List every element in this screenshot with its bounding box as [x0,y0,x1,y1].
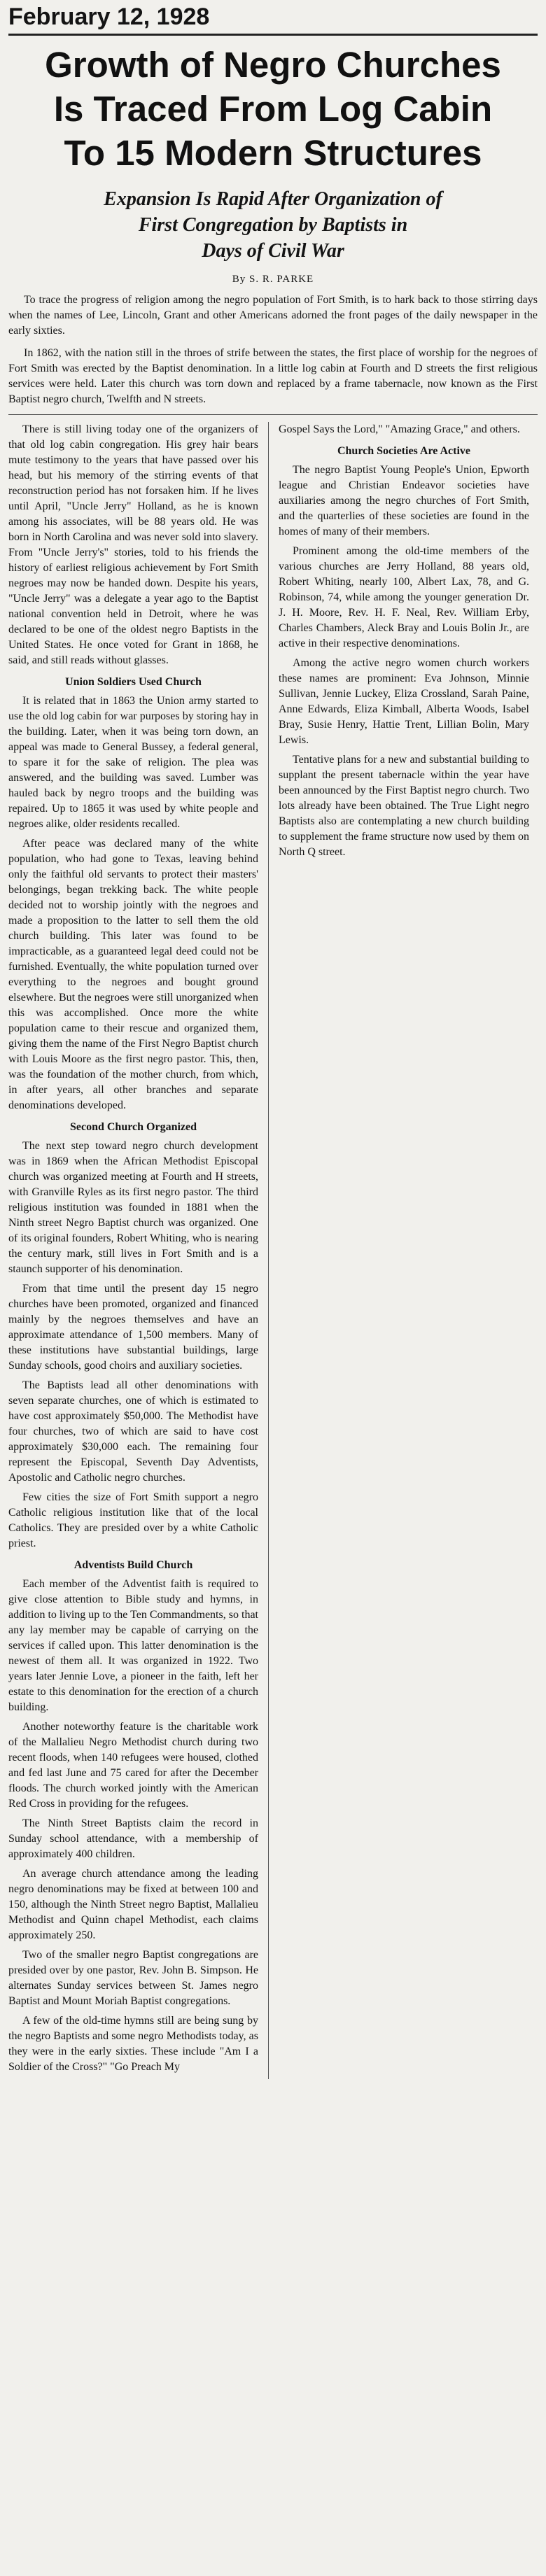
paragraph: The Ninth Street Baptists claim the record in Sunday school attendance, with a membership of approximately 400 children. [8,1817,258,1860]
right-column [269,422,529,2079]
paragraph: Tentative plans for a new and substantial building to supplant the present tabernacle within the year have been announced by the First Baptist negro church. Two lots already have been obtained. The True Light negro Baptists also are contemplating a new church building to supplement the frame structure now used by them on North Q street. [279,754,529,858]
lead-paragraph-1: To trace the progress of religion among the negro population of Fort Smith, is to hark back to those stirring days when the names of Lee, Lincoln, Grant and other Americans adorned the front pages of the daily newspaper in the early sixties. [8,294,538,337]
headline-line-1: Growth of Negro Churches [45,45,501,85]
deck-line-3: Days of Civil War [202,240,344,262]
paragraph: An average church attendance among the leading negro denominations may be fixed at between 100 and 150, although the Ninth Street negro Baptist, Mallalieu Methodist and Quinn chapel Methodist, each claims approximately 250. [8,1868,258,1941]
headline-line-2: Is Traced From Log Cabin [53,89,493,129]
dateline: February 12, 1928 [8,0,538,36]
headline-line-3: To 15 Modern Structures [64,133,482,173]
paragraph: Another noteworthy feature is the charitable work of the Mallalieu Negro Methodist church during two recent floods, when 140 refugees were housed, clothed and fed last June and 75 cared for after the December floods. The church worked jointly with the American Red Cross in providing for the refugees. [8,1721,258,1810]
paragraph: The Baptists lead all other denominations with seven separate churches, one of which is estimated to have cost approximately $50,000. The Methodist have four churches, two of which are said to have cost approximately $30,000 each. The remaining four represent the Episcopal, Seventh Day Adventists, Apostolic and Catholic negro churches. [8,1379,258,1484]
paragraph: After peace was declared many of the white population, who had gone to Texas, leaving behind only the faithful old servants to protect their masters' belongings, began trekking back. The white people decided not to worship jointly with the negroes and made a proposition to the latter to sell them the old church building. This later was found to be impracticable, as a guaranteed legal deed could not be furnished. Eventually, the white population turned over everything to the negroes and bought ground elsewhere. But the negroes were still unorganized when this was accomplished. Once more the white population came to their rescue and organized them, giving them the name of the First Negro Baptist church with Louis Moore as the first negro pastor. This, then, was the foundation of the mother church, from which, in after years, all other branches and separate denominations developed. [8,838,258,1111]
paragraph: There is still living today one of the organizers of that old log cabin congregation. His grey hair bears mute testimony to the years that have passed over his head, but his memory of the stirring events of that reconstruction period has not forsaken him. If he lives until April, "Uncle Jerry" Holland, as he is known among his associates, will be 88 years old. He was born in North Carolina and was never sold into slavery. From "Uncle Jerry's" stories, told to his friends the history of earliest religious achievement by Fort Smith negroes may now be handed down. Despite his years, "Uncle Jerry" was a delegate a year ago to the Baptist national convention held in Detroit, where he was declared to be one of the oldest negro Baptists in the United States. He once voted for Grant in 1868, he said, and still reads without glasses. [8,423,258,666]
paragraph: Among the active negro women church workers these names are prominent: Eva Johnson, Minnie Sullivan, Jennie Luckey, Eliza Crossland, Sarah Paine, Anne Edwards, Eliza Kimball, Alberta Woods, Isabel Bray, Susie Henry, Hattie Trent, Lillian Bolin, Mary Lewis. [279,657,529,746]
headline [8,43,538,175]
subheading: Union Soldiers Used Church [65,676,202,688]
byline: By S. R. PARKE [232,274,314,285]
deck [15,186,531,264]
subheading: Church Societies Are Active [337,445,471,457]
left-column [8,422,269,2079]
deck-line-1: Expansion Is Rapid After Organization of [104,188,442,210]
lead-paragraph-2: In 1862, with the nation still in the throes of strife between the states, the first place of worship for the negroes of Fort Smith was erected by the Baptist denomination. In a little log cabin at Fourth and D streets the first religious services were held. Later this church was torn down and replaced by a frame tabernacle, now known as the First Baptist negro church, Twelfth and N streets. [8,347,538,405]
deck-line-2: First Congregation by Baptists in [138,214,408,236]
paragraph: From that time until the present day 15 negro churches have been promoted, organized and financed mainly by the negroes themselves and have an approximate attendance of 1,500 members. Many of these institutions have substantial buildings, large Sunday schools, good choirs and auxiliary societies. [8,1283,258,1372]
paragraph: The next step toward negro church development was in 1869 when the African Methodist Episcopal church was organized meeting at Fourth and H streets, with Granville Ryles as its first negro pastor. The third religious institution was founded in 1881 when the Ninth street Negro Baptist church was organized. One of its original founders, Robert Whiting, who is nearing the century mark, still lives in Fort Smith and is a staunch supporter of his denomination. [8,1140,258,1275]
divider [8,414,538,415]
paragraph: It is related that in 1863 the Union army started to use the old log cabin for war purposes by storing hay in the building. Later, when it was being torn down, an appeal was made to General Bussey, a federal general, to spare it for the sake of religion. The plea was answered, and the building was saved. Lumber was hauled back by negro troops and the building was repaired. Up to 1865 it was used by white people and negroes alike, older residents recalled. [8,695,258,830]
paragraph: Gospel Says the Lord," "Amazing Grace," and others. [279,423,520,435]
paragraph: Prominent among the old-time members of the various churches are Jerry Holland, 88 years old, Robert Whiting, nearly 100, Albert Lax, 78, and G. Robinson, 74, while among the younger generation Dr. J. H. Moore, Rev. H. F. Neal, Rev. William Erby, Charles Chambers, Aleck Bray and Louis Bolin Jr., are active in their respective denominations. [279,545,529,649]
subheading: Second Church Organized [69,1121,197,1133]
subheading: Adventists Build Church [74,1559,193,1571]
article-columns [8,422,538,2079]
paragraph: The negro Baptist Young People's Union, Epworth league and Christian Endeavor societies have auxiliaries among the negro churches of Fort Smith, and the quarterlies of these societies are found in the homes of many of their members. [279,464,529,537]
paragraph: Two of the smaller negro Baptist congregations are presided over by one pastor, Rev. John B. Simpson. He alternates Sunday services between St. James negro Baptist and Mount Moriah Baptist congregations. [8,1949,258,2007]
paragraph: Each member of the Adventist faith is required to give close attention to Bible study and hymns, in addition to living up to the Ten Commandments, so that any lay member may be capable of carrying on the services if called upon. This latter denomination is the newest of them all. It was organized in 1922. Two years later Jennie Love, a pioneer in the faith, left her estate to this denomination for the erection of a church building. [8,1578,258,1713]
paragraph: Few cities the size of Fort Smith support a negro Catholic religious institution like that of the local Catholics. They are presided over by a white Catholic priest. [8,1491,258,1549]
paragraph: A few of the old-time hymns still are being sung by the negro Baptists and some negro Methodists today, as they were in the early sixties. These include "Am I a Soldier of the Cross?" "Go Preach My [8,2015,258,2073]
